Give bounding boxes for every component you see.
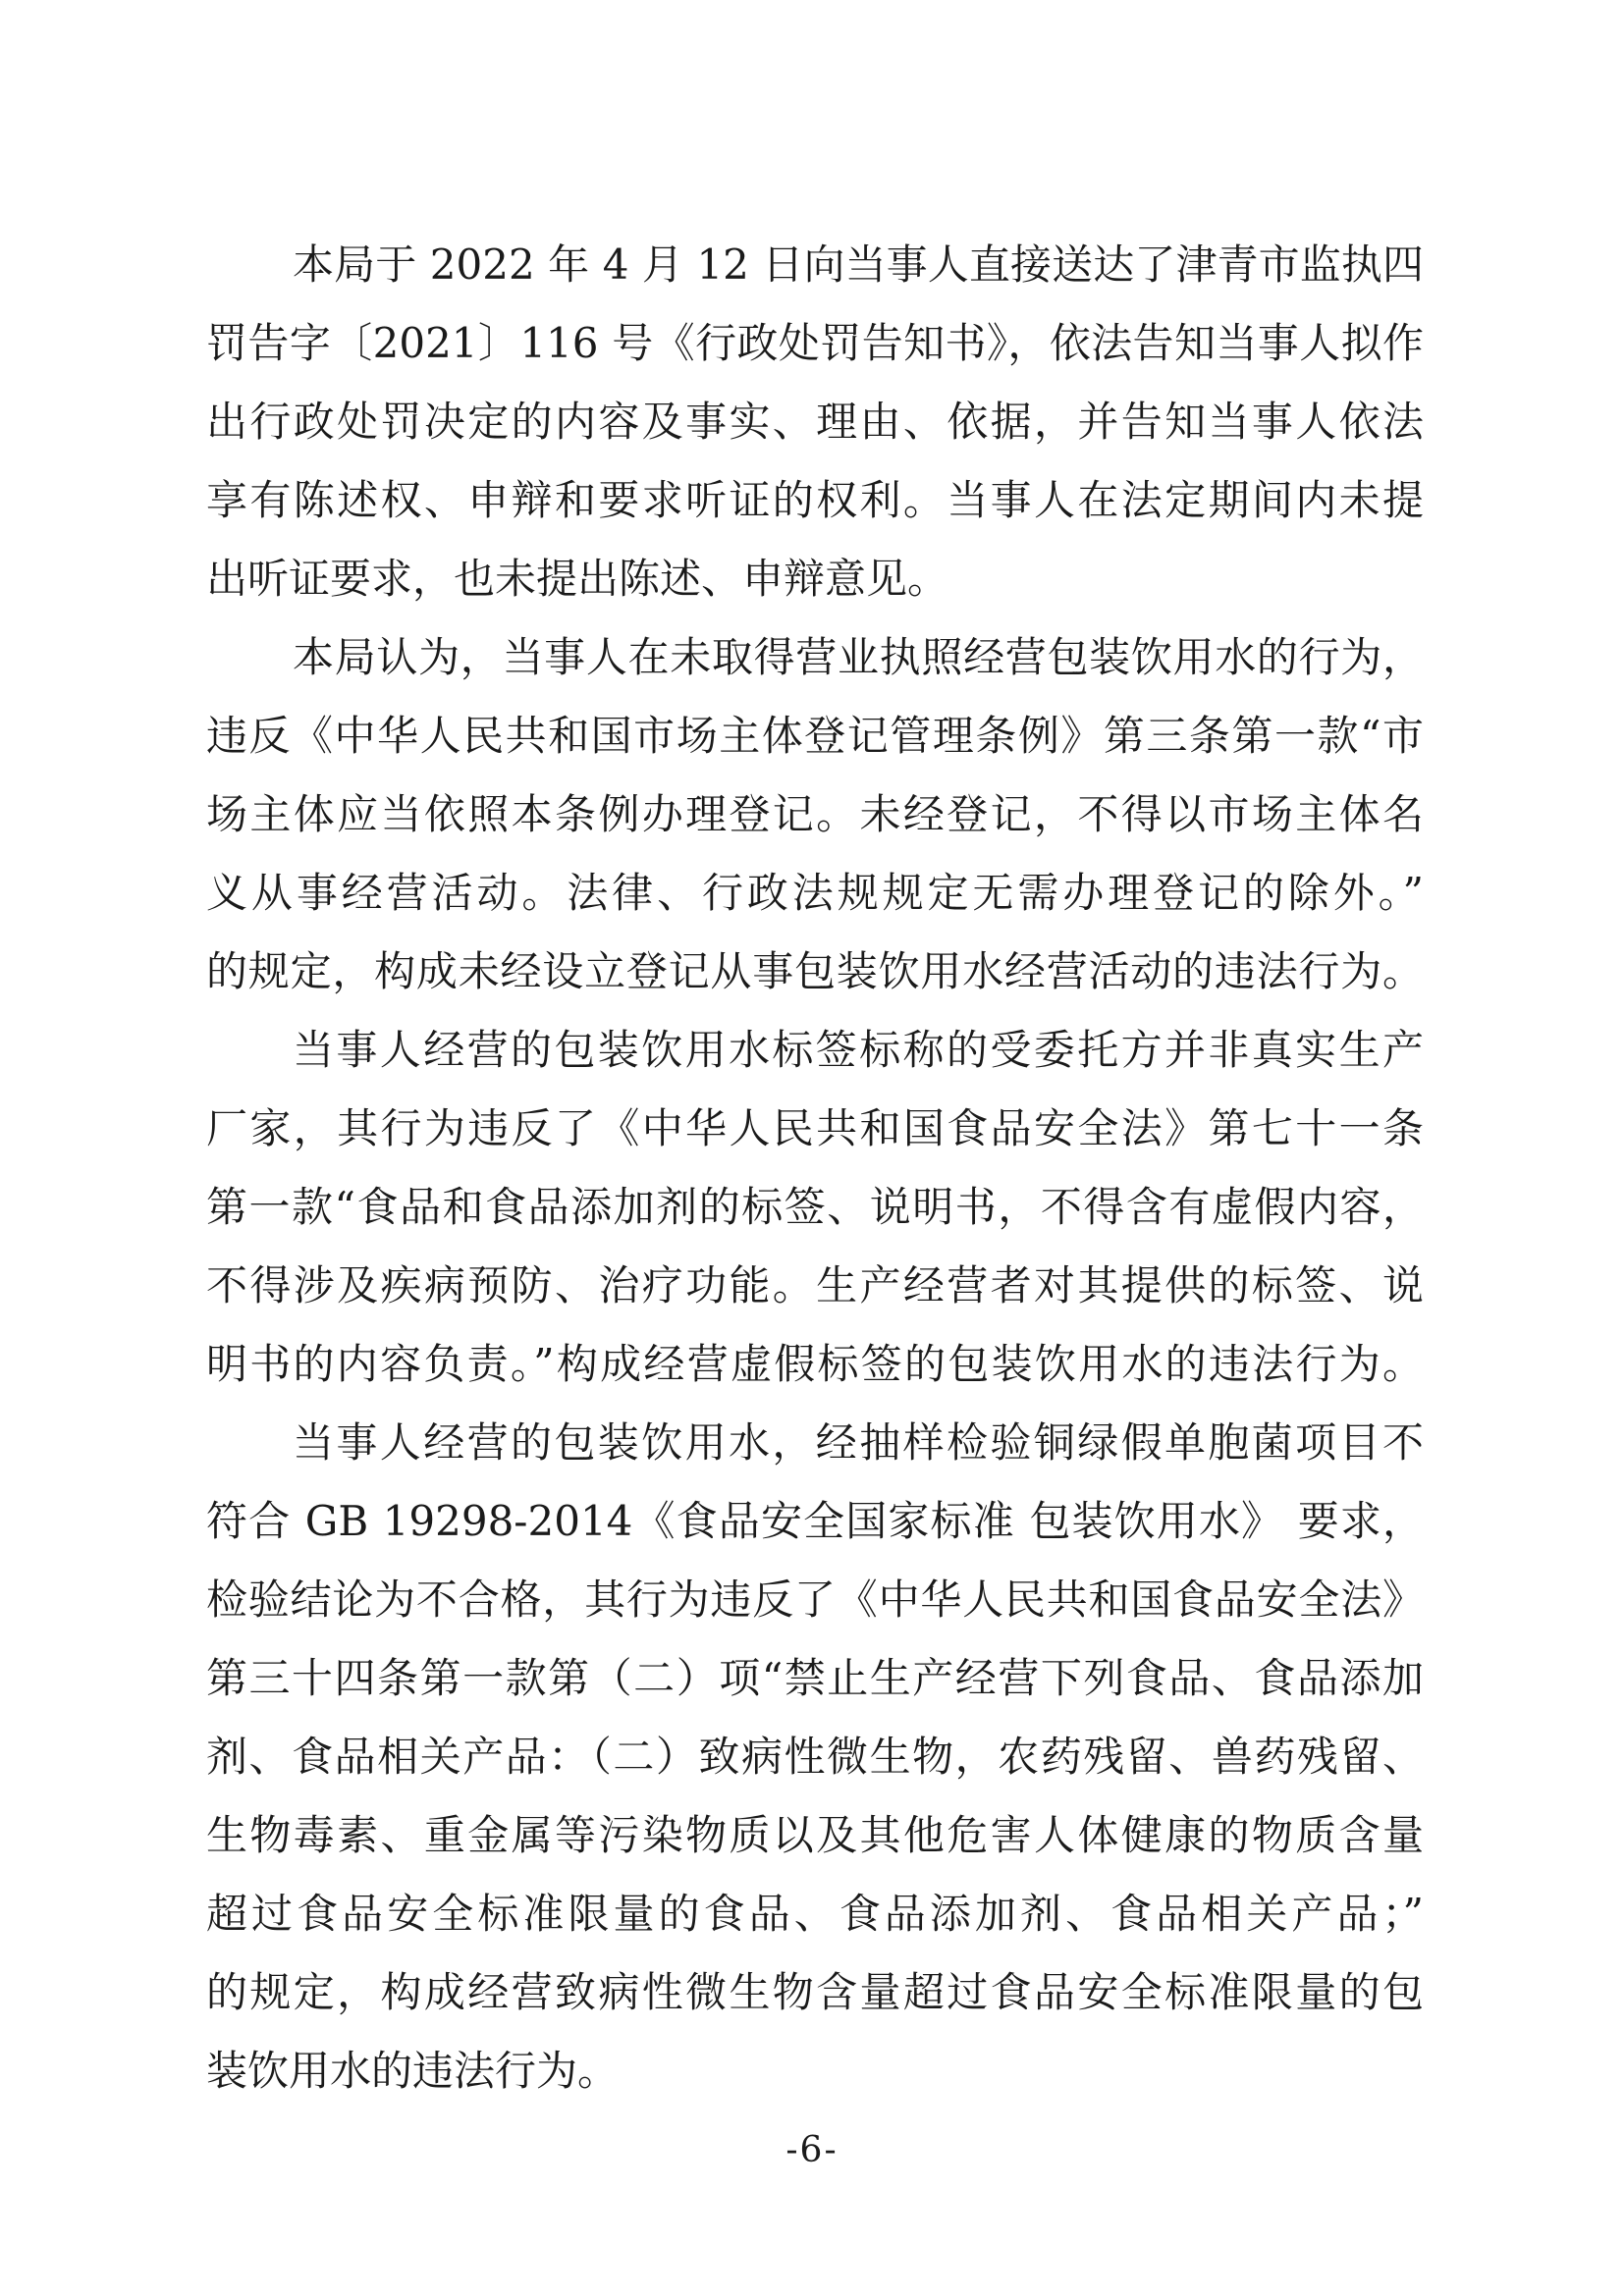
paragraph-line: 装饮用水的违法行为。 [206,2047,620,2095]
paragraph-line: 的规定，构成未经设立登记从事包装饮用水经营活动的违法行为。 [206,947,1424,995]
paragraph-2 [206,618,1424,1011]
paragraph-1 [206,226,1424,618]
paragraph-line: 的规定，构成经营致病性微生物含量超过食品安全标准限量的包 [206,1968,1424,2016]
paragraph-line: 厂家，其行为违反了《中华人民共和国食品安全法》第七十一条 [206,1104,1424,1152]
paragraph-line: 罚告字〔2021〕116 号《行政处罚告知书》，依法告知当事人拟作 [206,319,1424,367]
paragraph-line: 剂、食品相关产品：（二）致病性微生物，农药残留、兽药残留、 [206,1733,1424,1781]
paragraph-line: 违反《中华人民共和国市场主体登记管理条例》第三条第一款“市 [206,712,1424,760]
paragraph-line: 第一款“食品和食品添加剂的标签、说明书，不得含有虚假内容， [206,1183,1424,1231]
paragraph-line: 出听证要求，也未提出陈述、申辩意见。 [206,555,949,603]
paragraph-line: 本局于 2022 年 4 月 12 日向当事人直接送达了津青市监执四 [293,240,1424,289]
paragraph-line: 超过食品安全标准限量的食品、食品添加剂、食品相关产品；” [206,1890,1424,1938]
paragraph-line: 第三十四条第一款第（二）项“禁止生产经营下列食品、食品添加 [206,1654,1424,1702]
paragraph-4 [206,1404,1424,2110]
paragraph-line: 本局认为，当事人在未取得营业执照经营包装饮用水的行为， [293,633,1424,681]
paragraph-3 [206,1011,1424,1404]
paragraph-line: 检验结论为不合格，其行为违反了《中华人民共和国食品安全法》 [206,1575,1424,1624]
paragraph-line: 不得涉及疾病预防、治疗功能。生产经营者对其提供的标签、说 [206,1261,1424,1309]
paragraph-line: 当事人经营的包装饮用水标签标称的受委托方并非真实生产 [293,1026,1424,1074]
document-body [206,226,1424,2110]
paragraph-line: 符合 GB 19298-2014《食品安全国家标准 包装饮用水》 要求， [206,1497,1424,1545]
page-number: -6- [785,2130,839,2170]
paragraph-line: 明书的内容负责。”构成经营虚假标签的包装饮用水的违法行为。 [206,1340,1424,1388]
paragraph-line: 当事人经营的包装饮用水，经抽样检验铜绿假单胞菌项目不 [293,1418,1424,1467]
paragraph-line: 生物毒素、重金属等污染物质以及其他危害人体健康的物质含量 [206,1811,1424,1859]
paragraph-line: 场主体应当依照本条例办理登记。未经登记，不得以市场主体名 [206,790,1424,838]
paragraph-line: 出行政处罚决定的内容及事实、理由、依据，并告知当事人依法 [206,398,1424,446]
paragraph-line: 义从事经营活动。法律、行政法规规定无需办理登记的除外。” [206,869,1424,917]
paragraph-line: 享有陈述权、申辩和要求听证的权利。当事人在法定期间内未提 [206,476,1424,524]
